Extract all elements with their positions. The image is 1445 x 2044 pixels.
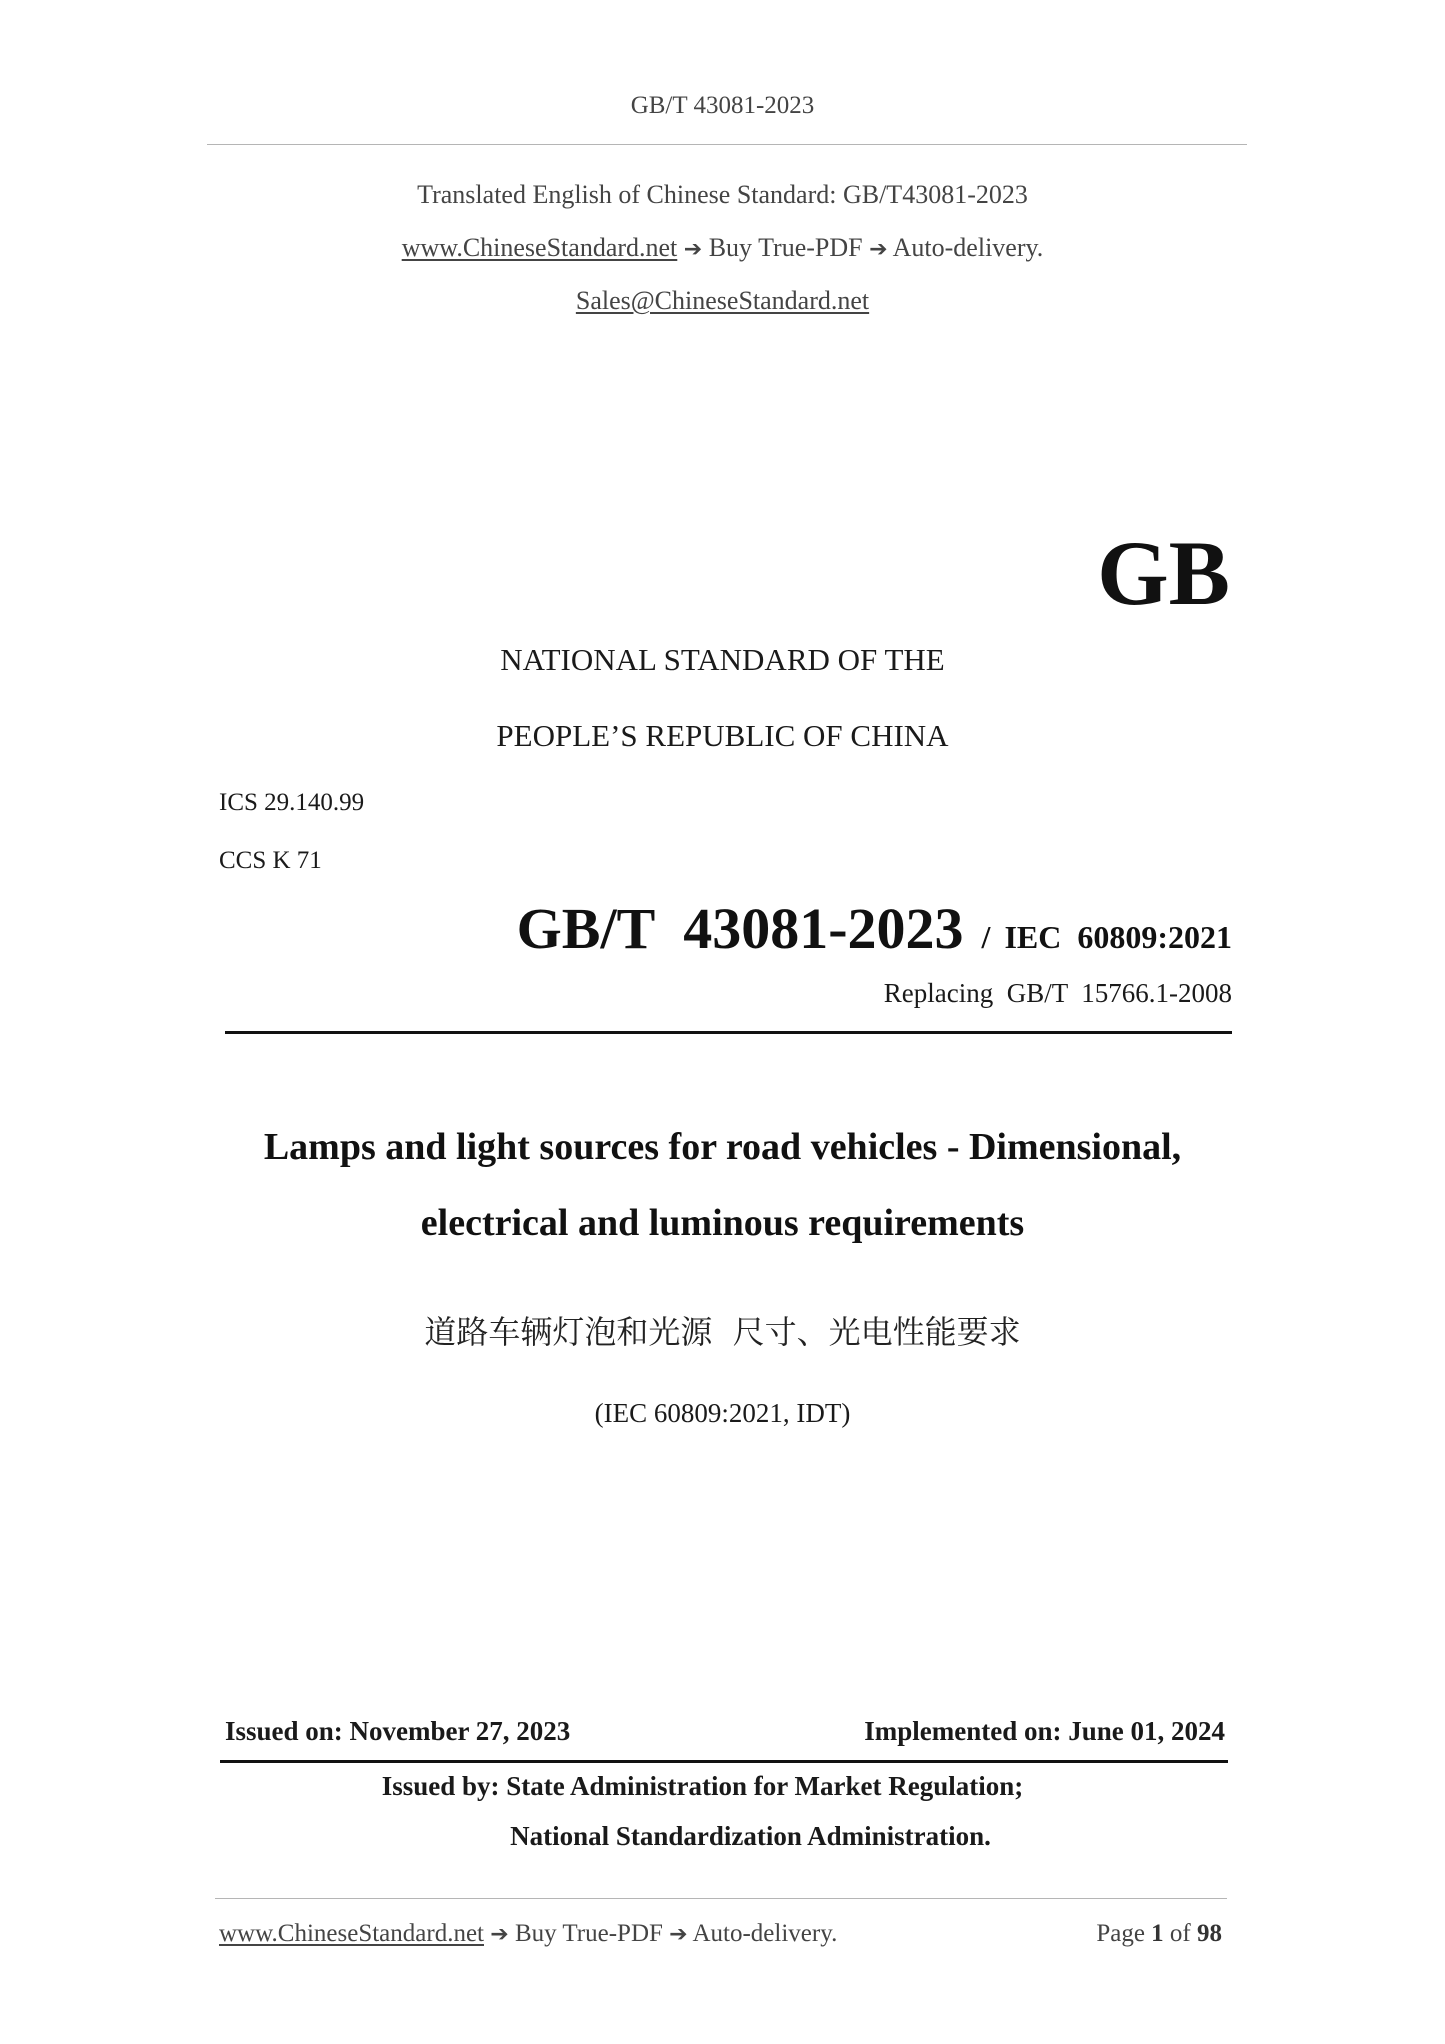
issued-by-line2 xyxy=(0,1821,1445,1852)
header-divider xyxy=(207,144,1247,145)
ics-code: ICS 29.140.99 xyxy=(219,789,365,816)
footer-buy-text: Buy True-PDF xyxy=(514,1920,663,1947)
page-total: 98 xyxy=(1197,1920,1222,1947)
site-link[interactable]: www.ChineseStandard.net xyxy=(401,233,678,262)
implemented-on-date: Implemented on: June 01, 2024 xyxy=(864,1716,1225,1746)
footer-promo xyxy=(219,1920,837,1948)
running-header: GB/T 43081-2023 xyxy=(630,92,815,119)
right-arrow-icon: ➔ xyxy=(669,1922,688,1947)
delivery-text: Auto-delivery. xyxy=(892,233,1044,262)
national-standard-line2: PEOPLE’S REPUBLIC OF CHINA xyxy=(496,718,949,753)
dates-divider xyxy=(220,1760,1228,1763)
issued-by-text2: National Standardization Administration. xyxy=(510,1821,991,1851)
title-divider xyxy=(225,1031,1232,1034)
page-indicator xyxy=(1096,1920,1222,1948)
issued-by-text1: Issued by: State Administration for Market Regulation; xyxy=(381,1771,1024,1801)
standard-separator: / xyxy=(981,919,991,955)
translation-notice: Translated English of Chinese Standard: GB/T43081-2023 xyxy=(417,180,1028,209)
page-label: Page xyxy=(1096,1920,1145,1947)
document-title-line1: Lamps and light sources for road vehicles - Dimensional, xyxy=(263,1126,1182,1168)
standard-number: GB/T 43081-2023 xyxy=(516,896,964,961)
issued-on-date: Issued on: November 27, 2023 xyxy=(225,1716,571,1746)
issued-by-line1 xyxy=(0,1771,1445,1802)
iec-number: IEC 60809:2021 xyxy=(1004,919,1232,955)
buy-text: Buy True-PDF xyxy=(708,233,863,262)
footer-delivery-text: Auto-delivery. xyxy=(692,1920,838,1947)
right-arrow-icon: ➔ xyxy=(683,237,703,262)
footer-site-link[interactable]: www.ChineseStandard.net xyxy=(219,1920,484,1947)
promo-line xyxy=(0,233,1445,263)
email-line xyxy=(0,286,1445,316)
standard-number-line xyxy=(517,895,1232,962)
page-current: 1 xyxy=(1151,1920,1164,1947)
chinese-title: 道路车辆灯泡和光源 尺寸、光电性能要求 xyxy=(424,1313,1021,1351)
right-arrow-icon: ➔ xyxy=(490,1922,509,1947)
idt-note: (IEC 60809:2021, IDT) xyxy=(594,1398,851,1428)
footer-divider xyxy=(215,1898,1227,1899)
national-standard-line1: NATIONAL STANDARD OF THE xyxy=(500,642,945,677)
right-arrow-icon: ➔ xyxy=(869,237,888,262)
email-link[interactable]: Sales@ChineseStandard.net xyxy=(575,286,870,315)
gb-logo: GB xyxy=(1097,522,1230,624)
ccs-code: CCS K 71 xyxy=(219,847,322,874)
page-of: of xyxy=(1169,1920,1191,1947)
document-title-line2: electrical and luminous requirements xyxy=(420,1202,1025,1244)
replacing-note: Replacing GB/T 15766.1-2008 xyxy=(883,978,1232,1008)
